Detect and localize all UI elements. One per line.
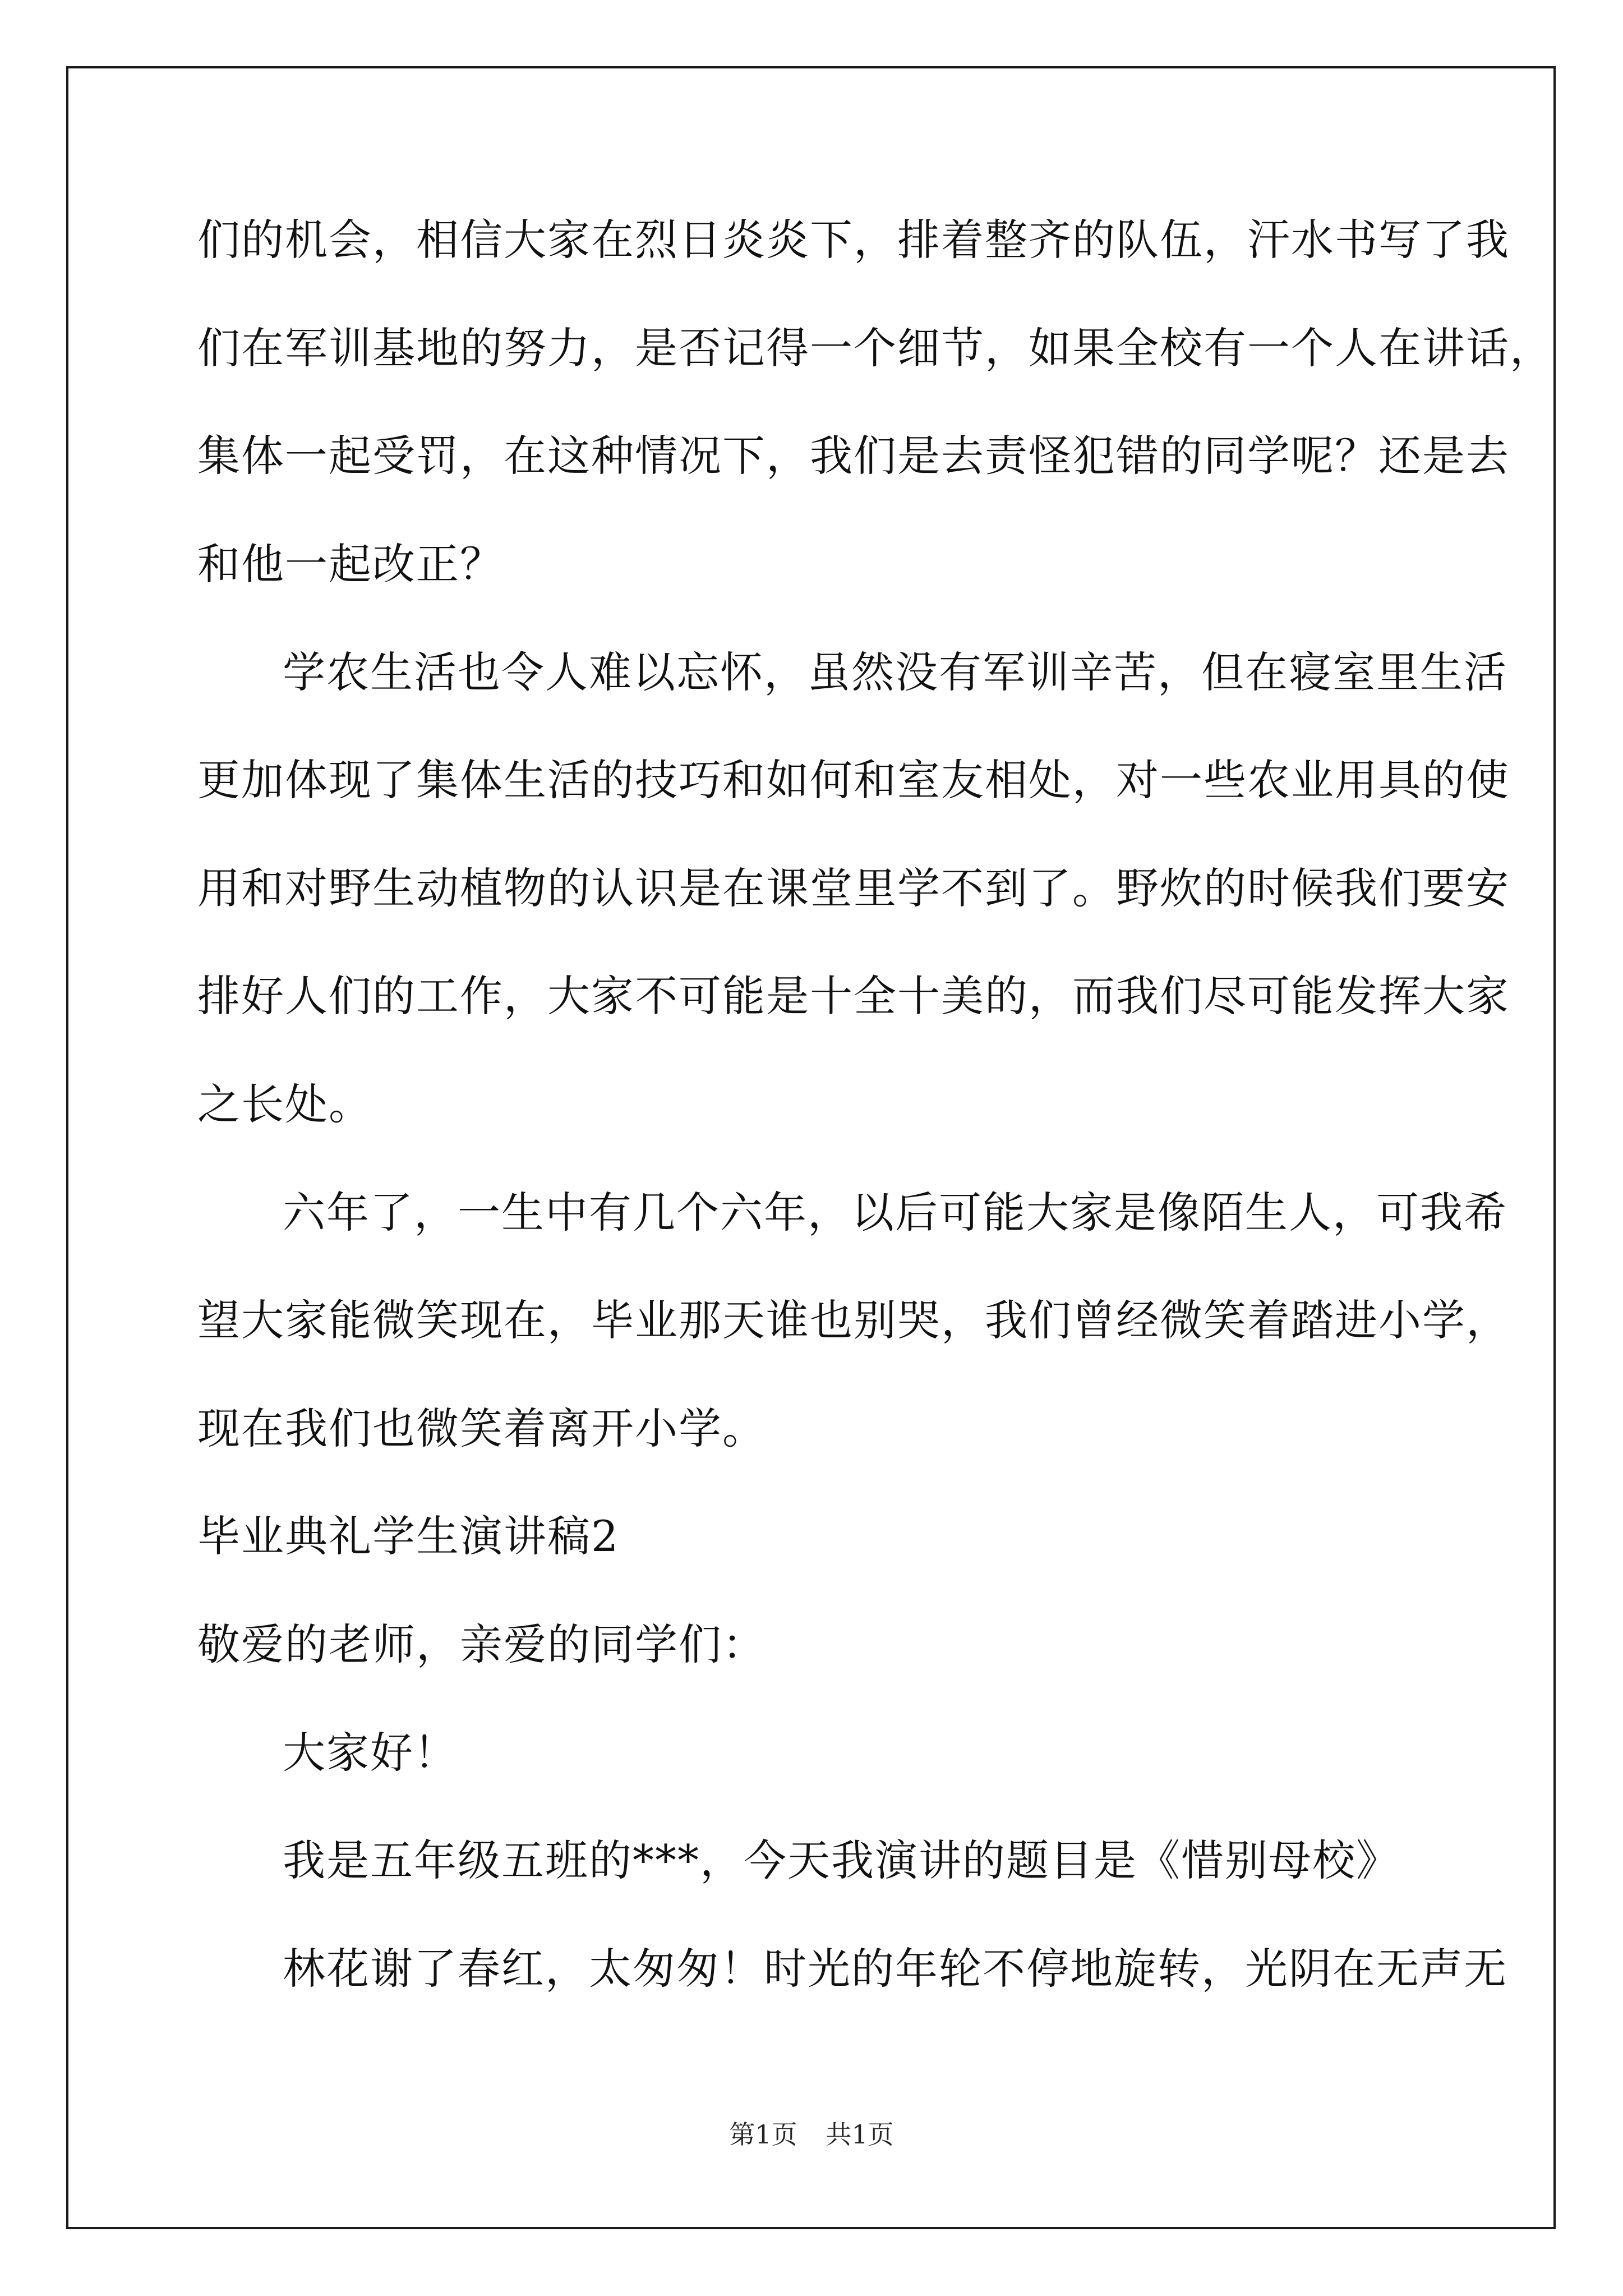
page-footer: [0, 2118, 1623, 2151]
text-line: 望大家能微笑现在，毕业那天谁也别哭，我们曾经微笑着踏进小学，: [197, 1295, 1510, 1345]
text-line: 更加体现了集体生活的技巧和如何和室友相处，对一些农业用具的使: [197, 755, 1510, 805]
text-line: 现在我们也微笑着离开小学。: [197, 1404, 766, 1453]
page-total: 共1页: [826, 2119, 894, 2150]
text-line: 用和对野生动植物的认识是在课堂里学不到了。野炊的时候我们要安: [197, 863, 1510, 913]
greeting: 大家好！: [283, 1728, 458, 1778]
salutation: 敬爱的老师，亲爱的同学们：: [197, 1619, 766, 1669]
paragraph-start-line: 我是五年级五班的***，今天我演讲的题目是《惜别母校》: [283, 1835, 1400, 1885]
text-line: 集体一起受罚，在这种情况下，我们是去责怪犯错的同学呢？还是去: [197, 431, 1510, 481]
paragraph-start-line: 林花谢了春红，太匆匆！时光的年轮不停地旋转，光阴在无声无: [283, 1944, 1507, 1994]
paragraph-start-line: 学农生活也令人难以忘怀，虽然没有军训辛苦，但在寝室里生活: [283, 647, 1507, 697]
page-border: [66, 66, 1556, 2229]
text-line: 们的机会，相信大家在烈日炎炎下，排着整齐的队伍，汗水书写了我: [197, 215, 1510, 265]
text-line: 排好人们的工作，大家不可能是十全十美的，而我们尽可能发挥大家: [197, 971, 1510, 1021]
text-line: 之长处。: [197, 1079, 372, 1129]
section-heading: 毕业典礼学生演讲稿2: [197, 1511, 620, 1561]
text-line: 们在军训基地的努力，是否记得一个细节，如果全校有一个人在讲话，: [197, 323, 1553, 373]
paragraph-start-line: 六年了，一生中有几个六年，以后可能大家是像陌生人，可我希: [283, 1188, 1507, 1237]
text-line: 和他一起改正？: [197, 539, 504, 589]
page-number: 第1页: [729, 2119, 797, 2150]
